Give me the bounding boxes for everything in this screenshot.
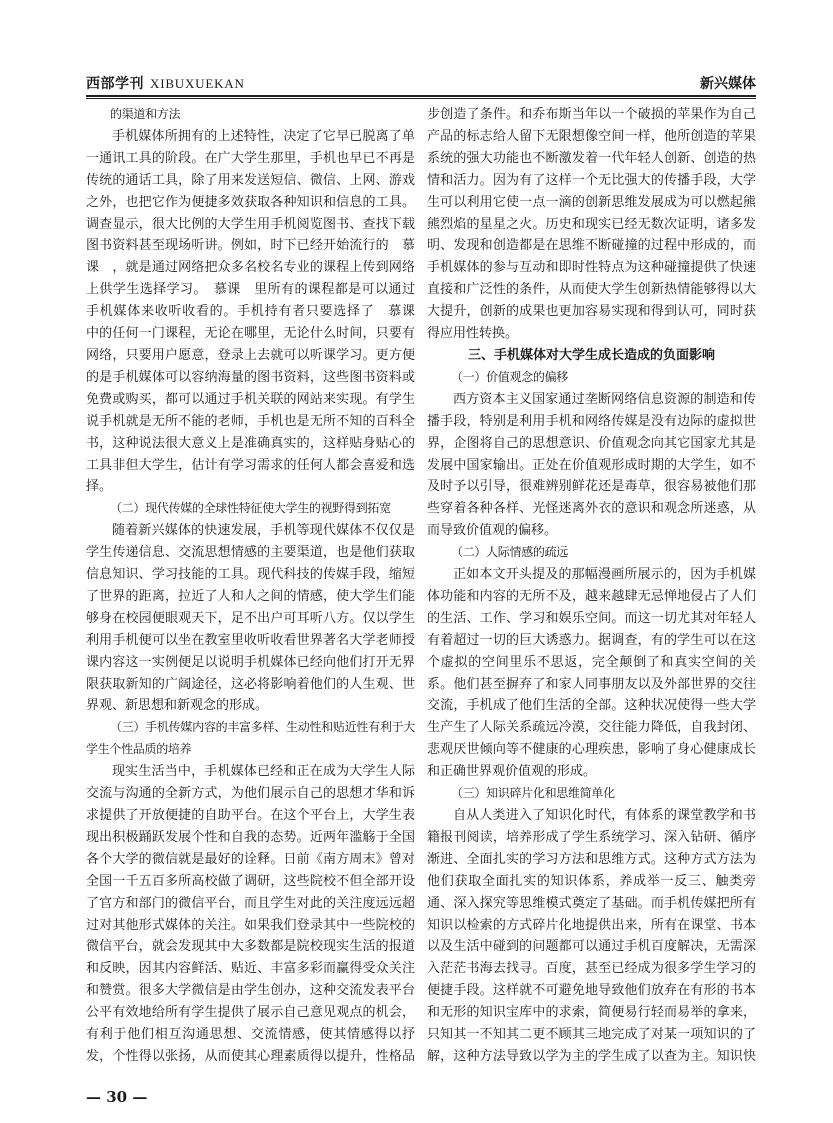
subsection-heading: （三）知识碎片化和思维简单化 <box>451 786 615 801</box>
section-title: 新兴媒体 <box>700 76 756 92</box>
journal-name-en: XIBUXUEKAN <box>150 76 245 91</box>
subsection-heading: （二）人际情感的疏远 <box>451 545 569 560</box>
body-paragraph: 随着新兴媒体的快速发展，手机等现代媒体不仅仅是学生传递信息、交流思想情感的主要渠道，也是他们获取信息知识、学习技能的工具。现代科技的传媒手段，缩短了世界的距离，拉近了人和人之间的情感，使大学生们能够身在校园便眼观天下，足不出户可耳听八方。仅以学生利用手机便可以坐在教室里收听收看世界著名大学老师授课内容这一实例便足以说明手机媒体已经向他们打开无界限获取新知的广阔途径，这必将影响着他们的人生观、世界观、新思想和新观念的形成。 <box>86 523 415 714</box>
page-number: — 30 — <box>86 1088 148 1106</box>
subsection-heading: （三）手机传媒内容的丰富多样、生动性和贴近性有利于大学生个性品质的培养 <box>86 720 415 757</box>
body-paragraph: 现实生活当中，手机媒体已经和正在成为大学生人际交流与沟通的全新方式，为他们展示自己的思想才华和诉求提供了开放便捷的自助平台。在这个平台上，大学生表现出积极踊跃发展个性和自我的态势。近两年滥觞于全国各个大学的微信就是最好的诠释。日前《南方周末》曾对全国一千五百多所高校做了调研，这些院校不但全部开设了官方和部门的微信平台，而且学生对此的关注度远远超过对其他形式媒体的关注。如果我们登录其中一些院校的微信平台，就会发现其中大多数都是院校现实生活的报道和反映，因其内容鲜活、贴近、丰富多彩而赢得受众关注和赞赏。很多大学微信是由学生创办，这种交流发表平台公平有效地给所有学生提供了展示自己意见观点的机会，有利于他们相互沟通思想、交流情感，使其情感得以抒发，个性得以张扬，从而使其心理素质得以提升，性格品 <box>86 764 415 1064</box>
journal-title <box>86 73 245 93</box>
section-heading: 三、手机媒体对大学生成长造成的负面影响 <box>467 347 715 363</box>
body-paragraph: 正如本文开头提及的那幅漫画所展示的，因为手机媒体功能和内容的无所不及，越来越肆无忌惮地侵占了人们的生活、工作、学习和娱乐空间。而这一切尤其对年轻人有着超过一切的巨大诱惑力。据调查，有的学生可以在这个虚拟的空间里乐不思返，完全颠倒了和真实空间的关系。他们甚至摒弃了和家人同事朋友以及外部世界的交往交流，手机成了他们生活的全部。这种状况使得一些大学生产生了人际关系疏远冷漠，交往能力降低，自我封闭、悲观厌世倾向等不健康的心理疾患，影响了身心健康成长和正确世界观价值观的形成。 <box>427 567 756 780</box>
body-paragraph: 手机媒体所拥有的上述特性，决定了它早已脱离了单一通讯工具的阶段。在广大学生那里，手机也早已不再是传统的通话工具，除了用来发送短信、微信、上网、游戏之外，也把它作为便捷多效获取各种知识和信息的工具。调查显示，很大比例的大学生用手机阅览图书、查找下载图书资料甚至现场听讲。例如，时下已经开始流行的 慕课 ，就是通过网络把众多名校名专业的课程上传到网络上供学生选择学习。 慕课 里所有的课程都是可以通过手机媒体来收听收看的。手机持有者只要选择了 慕课 中的任何一门课程，无论在哪里，无论什么时间，只要有网络，只要用户愿意，登录上去就可以听课学习。更方便的是手机媒体可以容纳海量的图书资料，这些图书资料或免费或购买，都可以通过手机关联的网站来实现。有学生说手机就是无所不能的老师，手机也是无所不知的百科全书，这种说法很大意义上是准确真实的，这样贴身贴心的工具非但大学生，估计有学习需求的任何人都会喜爱和选择。 <box>86 128 415 495</box>
continued-paragraph: 步创造了条件。和乔布斯当年以一个破损的苹果作为自己产品的标志给人留下无限想像空间一样，他所创造的苹果系统的强大功能也不断激发着一代年轻人创新、创造的热情和活力。因为有了这样一个无比强大的传播手段，大学生可以利用它使一点一滴的创新思维发展成为可以燃起熊熊烈焰的星星之火。历史和现实已经无数次证明，诸多发明、发现和创造都是在思维不断碰撞的过程中形成的，而手机媒体的参与互动和即时性特点为这种碰撞提供了快速直接和广泛性的条件，从而使大学生创新热情能够得以大大提升，创新的成果也更加容易实现和得到认可，同时获得应用性转换。 <box>427 107 756 342</box>
left-text-column <box>86 104 415 1064</box>
subsection-heading: （一）价值观念的偏移 <box>451 369 569 384</box>
subsection-heading: 的渠道和方法 <box>110 107 181 121</box>
header-rule-thick <box>86 95 756 97</box>
subsection-heading: （二）现代传媒的全球性特征使大学生的视野得到拓宽 <box>110 501 391 516</box>
right-text-column <box>427 104 756 1064</box>
journal-name-cn: 西部学刊 <box>86 76 144 92</box>
body-paragraph: 自从人类进入了知识化时代，有体系的课堂教学和书籍报刊阅读，培养形成了学生系统学习、深入钻研、循序渐进、全面扎实的学习方法和思维方式。这种方式方法为他们获取全面扎实的知识体系，养成举一反三、触类旁通、深入探究等思维模式奠定了基础。而手机传媒把所有知识以检索的方式碎片化地提供出来，所有在课堂、书本以及生活中碰到的问题都可以通过手机百度解决，无需深入茫茫书海去找寻。百度，甚至已经成为很多学生学习的便捷手段。这样就不可避免地导致他们放弃在有形的书本和无形的知识宝库中的求索，简便易行轻而易举的拿来，只知其一不知其二更不顾其三地完成了对某一项知识的了解，这种方法导致以学为主的学生成了以查为主。知识快 <box>427 808 756 1064</box>
running-header <box>86 71 756 93</box>
body-paragraph: 西方资本主义国家通过垄断网络信息资源的制造和传播手段，特别是利用手机和网络传媒是没有边际的虚拟世界，企图将自己的思想意识、价值观念向其它国家尤其是发展中国家输出。正处在价值观形成时期的大学生，如不及时予以引导，很难辨别鲜花还是毒草，很容易被他们那些穿着各种各样、光怪迷离外衣的意识和观念所迷惑，从而导致价值观的偏移。 <box>427 391 756 539</box>
header-rule-thin <box>86 98 756 99</box>
